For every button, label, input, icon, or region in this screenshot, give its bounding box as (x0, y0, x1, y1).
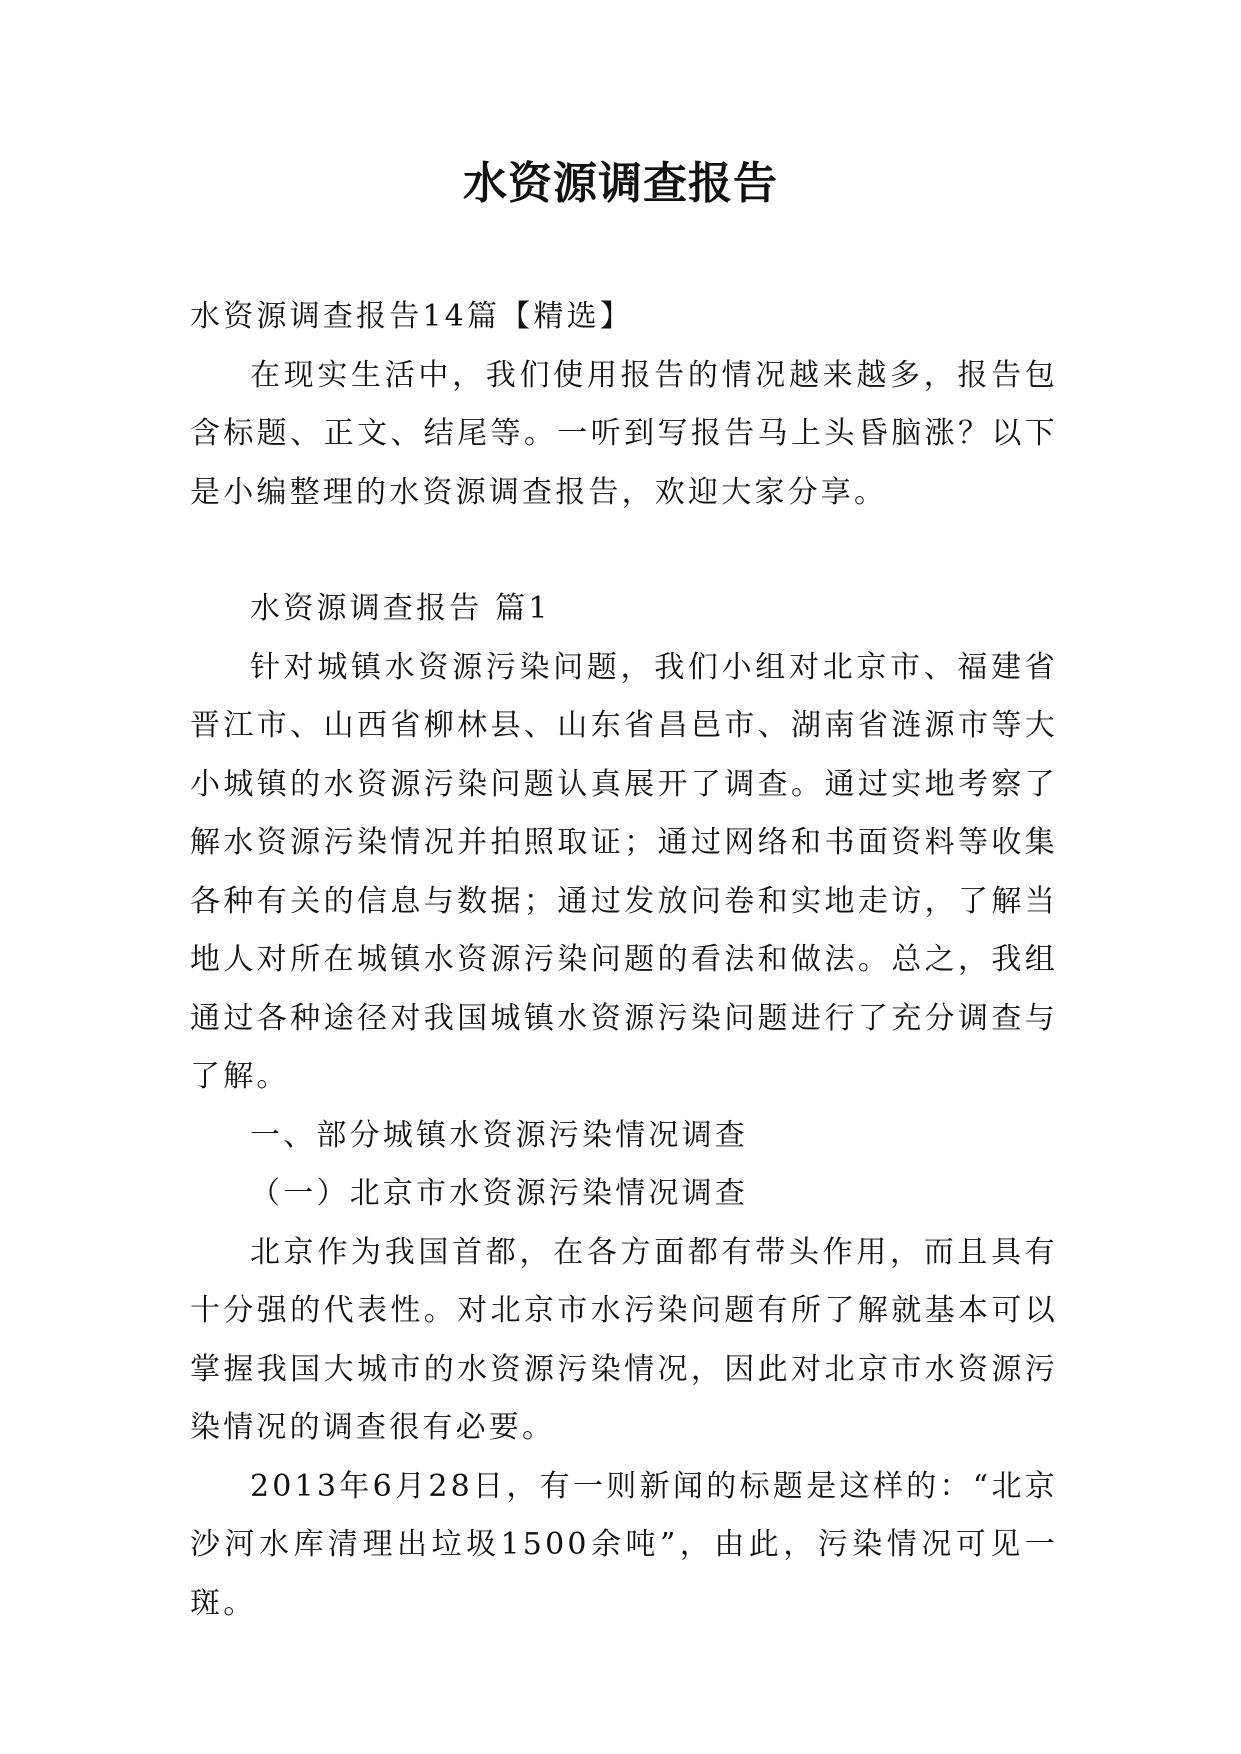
heading-level-2: （一）北京市水资源污染情况调查 (250, 1176, 748, 1211)
document-title: 水资源调查报告 (463, 158, 778, 209)
section-heading: 水资源调查报告 篇1 (250, 591, 551, 626)
body-paragraph-1: 针对城镇水资源污染问题，我们小组对北京市、福建省晋江市、山西省柳林县、山东省昌邑市、湖南省涟源市等大小城镇的水资源污染问题认真展开了调查。通过实地考察了解水资源污染情况并拍照取证；通过网络和书面资料等收集各种有关的信息与数据；通过发放问卷和实地走访，了解当地人对所在城镇水资源污染问题的看法和做法。总之，我组通过各种途径对我国城镇水资源污染问题进行了充分调查与了解。 (190, 649, 1058, 1094)
intro-paragraph: 在现实生活中，我们使用报告的情况越来越多，报告包含标题、正文、结尾等。一听到写报告马上头昏脑涨？以下是小编整理的水资源调查报告，欢迎大家分享。 (190, 357, 1058, 510)
body-paragraph-3: 2013年6月28日，有一则新闻的标题是这样的：“北京沙河水库清理出垃圾1500余吨”，由此，污染情况可见一斑。 (190, 1468, 1058, 1621)
body-paragraph-2: 北京作为我国首都，在各方面都有带头作用，而且具有十分强的代表性。对北京市水污染问题有所了解就基本可以掌握我国大城市的水资源污染情况，因此对北京市水资源污染情况的调查很有必要。 (190, 1234, 1058, 1445)
document-subtitle: 水资源调查报告14篇【精选】 (190, 299, 633, 334)
paragraph-spacer (190, 522, 1058, 580)
heading-level-1: 一、部分城镇水资源污染情况调查 (250, 1117, 748, 1153)
document-body (190, 288, 1058, 1633)
